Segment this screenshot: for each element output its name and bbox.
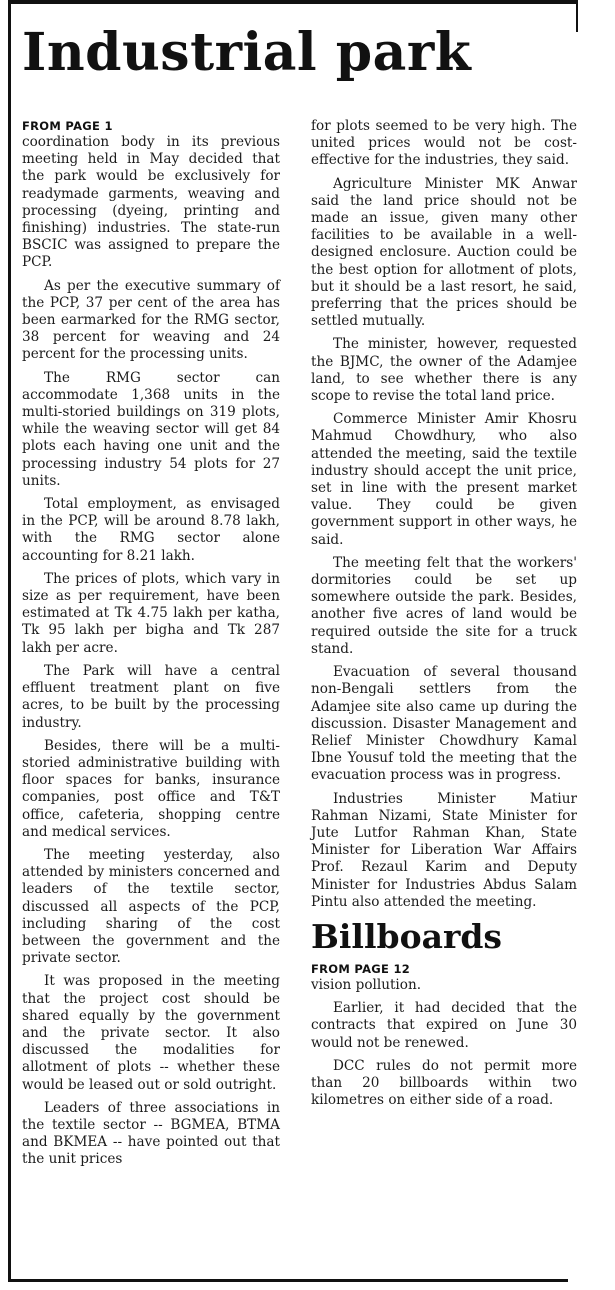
jump-kicker: FROM PAGE 1 (22, 119, 113, 133)
paragraph: Industries Minister Matiur Rahman Nizami, State Minister for Jute Lutfor Rahman Khan, State Minister for Liberation War Affairs Prof. Rezaul Karim and Deputy Minister for Industries Abdus Salam Pintu also attended the meeting. (311, 790, 577, 910)
second-article-headline: Billboards (311, 916, 503, 956)
article-headline: Industrial park (22, 22, 472, 83)
paragraph: DCC rules do not permit more than 20 billboards within two kilometres on either side of a road. (311, 1057, 577, 1109)
paragraph: vision pollution. (311, 976, 422, 993)
article-column-right (311, 118, 577, 1115)
paragraph: Besides, there will be a multi-storied administrative building with floor spaces for banks, insurance companies, post office and T&T office, cafeteria, shopping centre and medical services. (22, 737, 280, 840)
paragraph: The Park will have a central effluent treatment plant on five acres, to be built by the processing industry. (22, 662, 280, 731)
article-column-left (22, 118, 280, 1175)
paragraph: coordination body in its previous meeting held in May decided that the park would be exclusively for readymade garments, weaving and processing (dyeing, printing and finishing) industries. The state-run BSCIC was assigned to prepare the PCP. (22, 134, 280, 271)
paragraph: Earlier, it had decided that the contracts that expired on June 30 would not be renewed. (311, 1000, 577, 1051)
paragraph: The minister, however, requested the BJMC, the owner of the Adamjee land, to see whether there is any scope to revise the total land price. (311, 336, 577, 405)
paragraph: It was proposed in the meeting that the project cost should be shared equally by the government and the private sector. It also discussed the modalities for allotment of plots -- whether these would be leased out or sold outright. (22, 973, 280, 1093)
bottom-border-rule (8, 1279, 568, 1282)
paragraph: Total employment, as envisaged in the PCP, will be around 8.78 lakh, with the RMG sector alone accounting for 8.21 lakh. (22, 496, 280, 564)
top-border-rule (8, 0, 578, 4)
paragraph: The prices of plots, which vary in size as per requirement, have been estimated at Tk 4.75 lakh per katha, Tk 95 lakh per bigha and Tk 287 lakh per acre. (22, 570, 280, 656)
paragraph: Commerce Minister Amir Khosru Mahmud Chowdhury, who also attended the meeting, said the textile industry should accept the unit price, set in line with the present market value. They could be given government support in other ways, he said. (311, 411, 577, 548)
second-jump-kicker: FROM PAGE 12 (311, 961, 411, 976)
paragraph: Evacuation of several thousand non-Bengali settlers from the Adamjee site also came up during the discussion. Disaster Management and Relief Minister Chowdhury Kamal Ibne Yousuf told the meeting that the evacuation process was in progress. (311, 664, 577, 784)
paragraph: Leaders of three associations in the textile sector -- BGMEA, BTMA and BKMEA -- have pointed out that the unit prices (22, 1099, 280, 1168)
paragraph: The meeting yesterday, also attended by ministers concerned and leaders of the textile sector, discussed all aspects of the PCP, including sharing of the cost between the government and the private sector. (22, 846, 280, 967)
paragraph: The meeting felt that the workers' dormitories could be set up somewhere outside the park. Besides, another five acres of land would be required outside the site for a truck stand. (311, 554, 577, 657)
paragraph: Agriculture Minister MK Anwar said the land price should not be made an issue, given many other facilities to be available in a well-designed enclosure. Auction could be the best option for allotment of plots, but it should be a last resort, he said, preferring that the prices should be settled mutually. (311, 175, 577, 330)
paragraph: for plots seemed to be very high. The united prices would not be cost-effective for the industries, they said. (311, 118, 577, 169)
paragraph: As per the executive summary of the PCP, 37 per cent of the area has been earmarked for the RMG sector, 38 percent for weaving and 24 percent for the processing units. (22, 277, 280, 363)
left-border-rule (8, 0, 11, 1282)
paragraph: The RMG sector can accommodate 1,368 units in the multi-storied buildings on 319 plots, while the weaving sector will get 84 plots each having one unit and the processing industry 54 plots for 27 units. (22, 369, 280, 489)
